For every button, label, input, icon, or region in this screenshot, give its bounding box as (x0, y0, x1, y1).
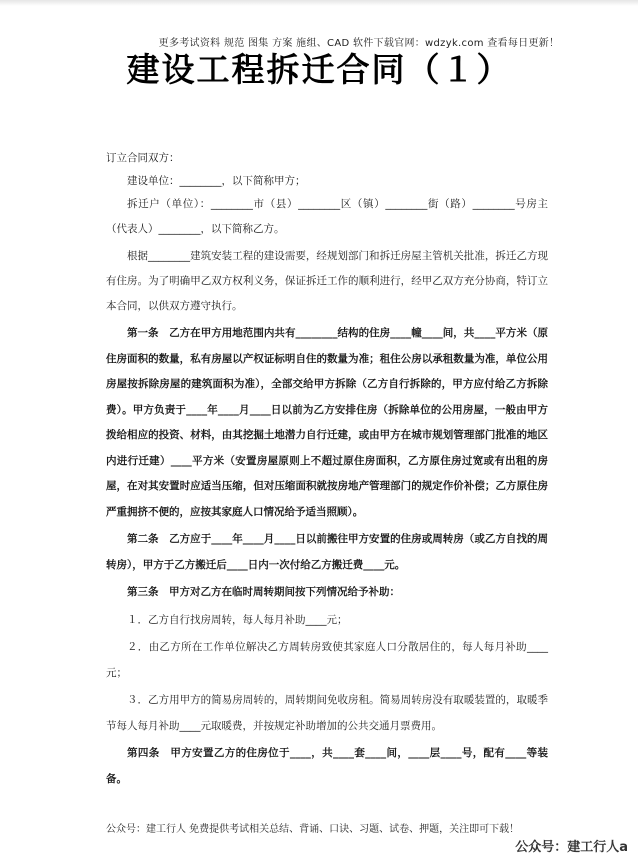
article-4: 第四条 甲方安置乙方的住房位于____，共____套____间，____层____号，配有____等装备。 (106, 747, 548, 785)
article-1: 第一条 乙方在甲方用地范围内共有________结构的住房____幢____间，共____平方米（原住房面积的数量，私有房屋以产权证标明自住的数量为准；租住公房以承租数量为准，单位公用房屋按拆除房屋的建筑面积为准），全部交给甲方拆除（乙方自行拆除的，甲方应付给乙方拆除费）。甲方负责于____年____月____日以前为乙方安排住房（拆除单位的公用房屋，一般由甲方拨给相应的投资、材料，由其挖掘土地潜力自行迁建，或由甲方在城市规划管理部门批准的地区内进行迁建）____平方米（安置房屋原则上不超过原住房面积，乙方原住房过宽或有出租的房屋，在对其安置时应适当压缩，但对压缩面积就按房地产管理部门的规定作价补偿；乙方原住房严重拥挤不便的，应按其家庭人口情况给予适当照顾）。 (106, 327, 548, 518)
paragraph-party-a: 建设单位：________，以下简称甲方； (127, 175, 306, 187)
article-3-item-2: ２．由乙方所在工作单位解决乙方周转房致使其家庭人口分散居住的，每人每月补助____元； (106, 641, 548, 679)
document-title: 建设工程拆迁合同（１） (126, 50, 512, 89)
article-3-item-1: １．乙方自行找房周转，每人每月补助____元； (127, 613, 348, 626)
paragraph-party-b: 拆迁户（单位）：________市（县）________区（镇）________街（路）________号房主（代表人）________，以下简称乙方。 (106, 198, 548, 235)
article-3-item-3: ３．乙方用甲方的简易房周转的，周转期间免收房租。简易周转房没有取暖装置的，取暖季节每人每月补助____元取暖费，并按规定补助增加的公共交通月票费用。 (106, 694, 548, 732)
paragraph-parties: 订立合同双方： (106, 152, 180, 164)
page-top-edge (0, 0, 638, 6)
contract-body (106, 150, 548, 792)
header-note: 更多考试资料 规范 图集 方案 施组、CAD 软件下载官网：wdzyk.com 查看每日更新！ (158, 38, 560, 49)
paragraph-preamble: 根据________建筑安装工程的建设需要，经规划部门和拆迁房屋主管机关批准，拆迁乙方现有住房。为了明确甲乙双方权利义务，保证拆迁工作的顺利进行，经甲乙双方充分协商，特订立本合同，以供双方遵守执行。 (106, 250, 548, 312)
watermark: 公众号：建工行人a (515, 840, 628, 855)
article-2: 第二条 乙方应于____年____月____日以前搬往甲方安置的住房或周转房（或乙方自找的周转房），甲方于乙方搬迁后____日内一次付给乙方搬迁费____元。 (106, 533, 548, 571)
footer-note: 公众号：建工行人 免费提供考试相关总结、背诵、口诀、习题、试卷、押题，关注即可下载！ (106, 824, 520, 835)
article-3: 第三条 甲方对乙方在临时周转期间按下列情况给予补助： (127, 586, 400, 598)
